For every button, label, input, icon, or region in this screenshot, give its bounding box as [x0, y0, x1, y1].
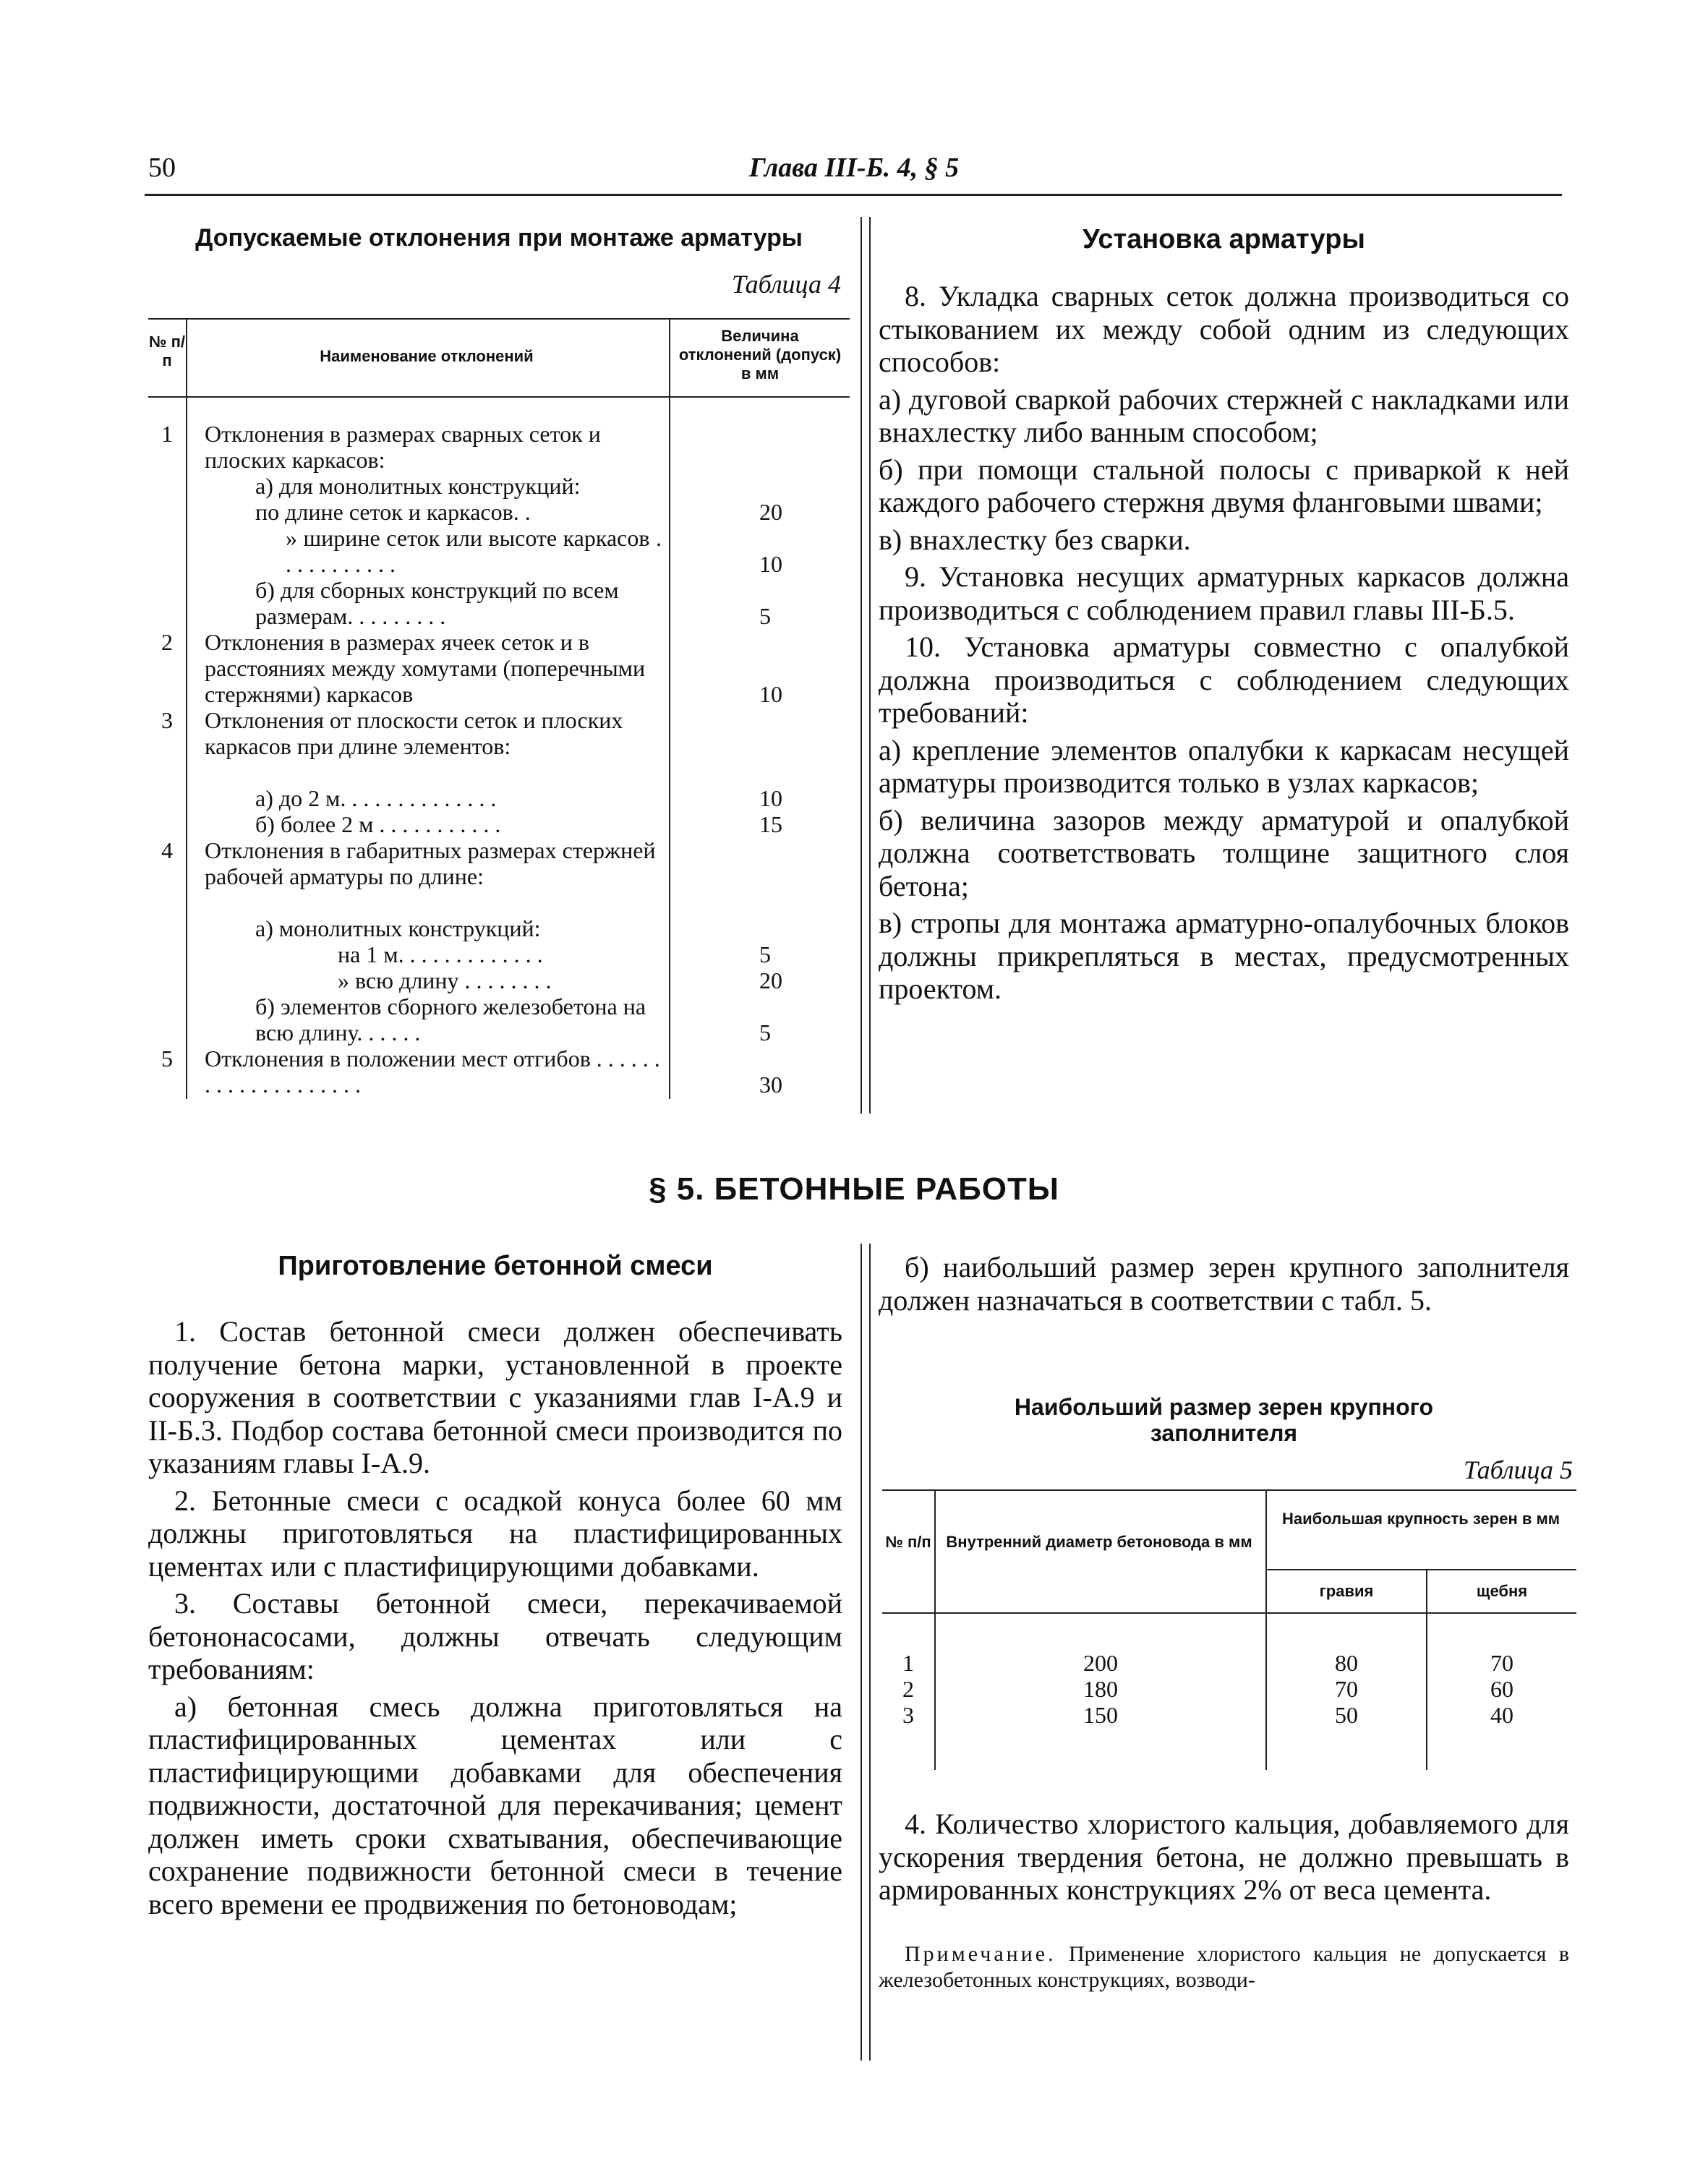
table5-header-rule — [882, 1612, 1576, 1614]
table4-title: Допускаемые отклонения при монтаже арматуры — [195, 224, 803, 252]
concrete-mix-title: Приготовление бетонной смеси — [278, 1251, 713, 1281]
paragraph-1: 1. Состав бетонной смеси должен обеспечивать получение бетона марки, установленной в проекте сооружения в соответствии с указаниями глав I-А.9 и II-Б.3. Подбор состава бетонной смеси производится по указаниям главы I-А.9. — [148, 1315, 842, 1479]
table4-header-value: Величина отклонений (допуск) в мм — [678, 327, 842, 382]
table4-col-divider-1 — [186, 318, 187, 1099]
table5-num-2: 2 — [902, 1676, 914, 1702]
paragraph-8a: а) дуговой сваркой рабочих стержней с накладками или внахлестку либо ванным способом; — [879, 382, 1569, 448]
table4-top-rule — [148, 318, 850, 320]
row-text: » ширине сеток или высоте каркасов . . . . . . . . . . . — [286, 525, 662, 577]
table5-diam-3: 150 — [1083, 1702, 1118, 1728]
row-text: б) более 2 м . . . . . . . . . . . — [255, 811, 501, 837]
section5-title: § 5. БЕТОННЫЕ РАБОТЫ — [649, 1171, 1059, 1207]
table5-title — [879, 1394, 1569, 1446]
install-title: Установка арматуры — [1083, 224, 1365, 255]
note-label: Примечание. — [905, 1941, 1056, 1966]
paragraph-2: 2. Бетонные смеси с осадкой конуса более 60 мм должны приготовляться на пластифицированных цементах или с пластифицирующими добавками. — [148, 1484, 842, 1583]
paragraph-9: 9. Установка несущих арматурных каркасов должна производиться с соблюдением правил главы III-Б.5. — [879, 560, 1569, 626]
install-section — [879, 224, 1569, 1010]
row-text: на 1 м. . . . . . . . . . . . . — [338, 941, 543, 967]
table5-gravel-2: 70 — [1335, 1676, 1358, 1702]
table5-header-gravel: гравия — [1319, 1582, 1374, 1600]
table5-diam-2: 180 — [1083, 1676, 1118, 1702]
row-number: 5 — [161, 1045, 173, 1072]
table5-gravel-1: 80 — [1335, 1650, 1358, 1676]
table4-header-rule — [148, 396, 850, 398]
table5-gravel-3: 50 — [1335, 1702, 1358, 1728]
table5-num-3: 3 — [902, 1702, 914, 1728]
row-text: Отклонения в габаритных размерах стержней рабочей арматуры по длине: — [205, 837, 656, 889]
table5-crushed-3: 40 — [1490, 1702, 1513, 1728]
table5-title-line2: заполнителя — [1150, 1420, 1298, 1446]
paragraph-10: 10. Установка арматуры совместно с опалубкой должна производиться с соблюдением следующих требований: — [879, 630, 1569, 729]
paragraph-3b: б) наибольший размер зерен крупного заполнителя должен назначаться в соответствии с табл. 5. — [879, 1251, 1569, 1317]
column-divider-bottom — [861, 1244, 871, 2061]
paragraph-4: 4. Количество хлористого кальция, добавляемого для ускорения твердения бетона, не должно превышать в армированных конструкциях 2% от веса цемента. — [879, 1808, 1569, 1906]
row-number: 4 — [161, 837, 173, 863]
paragraph-3a: а) бетонная смесь должна приготовляться на пластифицированных цементах или с пластифицирующими добавками для обеспечения подвижности, достаточной для перекачивания; цемент должен иметь сроки схватывания, обеспечивающие сохранение подвижности бетонной смеси в течение всего времени ее продвижения по бетоноводам; — [148, 1690, 842, 1920]
header-rule — [145, 194, 1562, 196]
row-text: а) для монолитных конструкций: — [255, 473, 581, 499]
table4-caption: Таблица 4 — [731, 270, 841, 299]
table5-header-size: Наибольшая крупность зерен в мм — [1281, 1510, 1560, 1528]
paragraph-10b: б) величина зазоров между арматурой и опалубкой должна соответствовать толщине защитного слоя бетона; — [879, 803, 1569, 902]
table5-header-diameter: Внутренний диаметр бетоновода в мм — [946, 1533, 1252, 1551]
table5-title-line1: Наибольший размер зерен крупного — [1014, 1394, 1434, 1420]
paragraph-10c: в) стропы для монтажа арматурно-опалубочных блоков должны прикрепляться в местах, предусмотренных проектом. — [879, 907, 1569, 1005]
row-number: 3 — [161, 707, 173, 733]
table5-subheader-rule — [1265, 1569, 1576, 1570]
table5-header-num: № п/п — [885, 1533, 931, 1551]
table5-top-rule — [882, 1489, 1576, 1491]
row-text: б) элементов сборного железобетона на всю длину. . . . . . — [255, 993, 646, 1045]
paragraph-8b: б) при помощи стальной полосы с приваркой к ней каждого рабочего стержня двумя фланговыми швами; — [879, 453, 1569, 518]
paragraph-8: 8. Укладка сварных сеток должна производиться со стыкованием их между собой одним из следующих способов: — [879, 280, 1569, 378]
table5-header-crushed: щебня — [1476, 1582, 1528, 1600]
paragraph-10a: а) крепление элементов опалубки к каркасам несущей арматуры производится только в узлах каркасов; — [879, 733, 1569, 799]
row-text: а) до 2 м. . . . . . . . . . . . . . — [255, 785, 497, 811]
row-text: Отклонения в положении мест отгибов . . . . . . . . . . . . . . . . . . . . — [205, 1045, 660, 1098]
page-number: 50 — [148, 153, 176, 183]
row-text: Отклонения в размерах ячеек сеток и в расстояниях между хомутами (поперечными стержнями) каркасов — [205, 629, 646, 707]
note — [879, 1941, 1569, 1993]
row-text: по длине сеток и каркасов. . — [255, 499, 531, 525]
row-text: Отклонения от плоскости сеток и плоских каркасов при длине элементов: — [205, 707, 623, 759]
row-text: » всю длину . . . . . . . . — [338, 967, 552, 993]
table5-crushed-1: 70 — [1490, 1650, 1513, 1676]
table5-diam-1: 200 — [1083, 1650, 1118, 1676]
table4-header-name: Наименование отклонений — [320, 347, 534, 365]
concrete-mix-section — [148, 1251, 842, 1925]
table5-caption: Таблица 5 — [1463, 1455, 1573, 1484]
row-text: б) для сборных конструкций по всем размерам. . . . . . . . . — [255, 577, 619, 629]
row-number: 2 — [161, 629, 173, 655]
row-number: 1 — [161, 421, 173, 447]
chapter-header: Глава III-Б. 4, § 5 — [748, 153, 960, 183]
row-text: Отклонения в размерах сварных сеток и плоских каркасов: — [205, 421, 601, 473]
paragraph-8c: в) внахлестку без сварки. — [879, 523, 1191, 556]
paragraph-4-block — [879, 1808, 1569, 1993]
table5-num-1: 1 — [902, 1650, 914, 1676]
table5-crushed-2: 60 — [1490, 1676, 1513, 1702]
paragraph-3: 3. Составы бетонной смеси, перекачиваемой бетононасосами, должны отвечать следующим требованиям: — [148, 1587, 842, 1685]
table4-header-num: № п/п — [148, 333, 186, 369]
row-text: а) монолитных конструкций: — [255, 915, 541, 941]
right-bottom-column — [879, 1251, 1569, 1321]
note-text: Применение хлористого кальция не допускается в железобетонных конструкциях, возводи- — [879, 1941, 1570, 1992]
